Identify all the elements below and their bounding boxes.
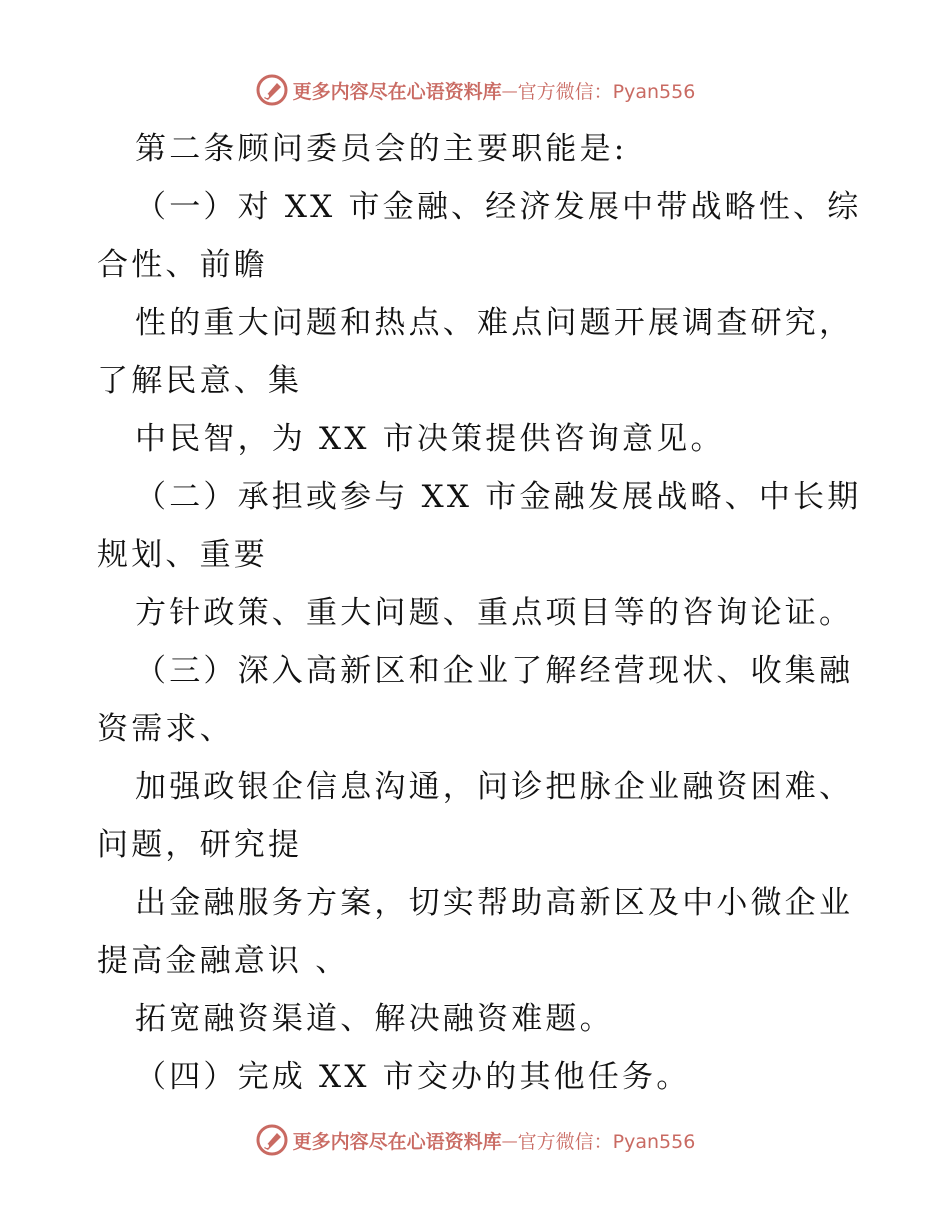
watermark-contact: 官方微信：Pyan556: [517, 80, 696, 103]
text-line: 拓宽融资渠道、解决融资难题。: [135, 1001, 614, 1037]
text-line: （三）深入高新区和企业了解经营现状、收集融: [135, 653, 854, 689]
text-line: 中民智，为 XX 市决策提供咨询意见。: [135, 421, 725, 457]
text-line: 加强政银企信息沟通，问诊把脉企业融资困难、: [135, 769, 854, 805]
text-line: 问题，研究提: [97, 827, 303, 863]
pen-nib-circle-icon: [255, 1123, 289, 1157]
watermark-contact: 官方微信：Pyan556: [517, 1130, 696, 1153]
text-line: （一）对 XX 市金融、经济发展中带战略性、综: [135, 189, 862, 225]
text-line: 出金融服务方案，切实帮助高新区及中小微企业: [135, 885, 854, 921]
watermark-separator: —: [501, 1130, 518, 1150]
watermark-slogan: 更多内容尽在心语资料库: [292, 80, 502, 103]
pen-nib-circle-icon: [255, 73, 289, 107]
text-line: 方针政策、重大问题、重点项目等的咨询论证。: [135, 595, 854, 631]
watermark-separator: —: [501, 80, 518, 100]
text-line: 了解民意、集: [97, 363, 303, 399]
watermark-slogan: 更多内容尽在心语资料库: [292, 1130, 502, 1153]
footer-watermark-banner: [0, 1120, 950, 1160]
text-line: （二）承担或参与 XX 市金融发展战略、中长期: [135, 479, 862, 515]
text-line: 规划、重要: [97, 537, 268, 573]
text-line: （四）完成 XX 市交办的其他任务。: [135, 1059, 691, 1095]
text-line: 合性、前瞻: [97, 247, 268, 283]
text-line: 提高金融意识 、: [97, 943, 350, 979]
document-body: [97, 120, 862, 1106]
text-line: 性的重大问题和热点、难点问题开展调查研究，: [135, 305, 854, 341]
article-heading: 第二条顾问委员会的主要职能是:: [135, 131, 628, 167]
header-watermark-banner: [0, 70, 950, 110]
text-line: 资需求、: [97, 711, 234, 747]
